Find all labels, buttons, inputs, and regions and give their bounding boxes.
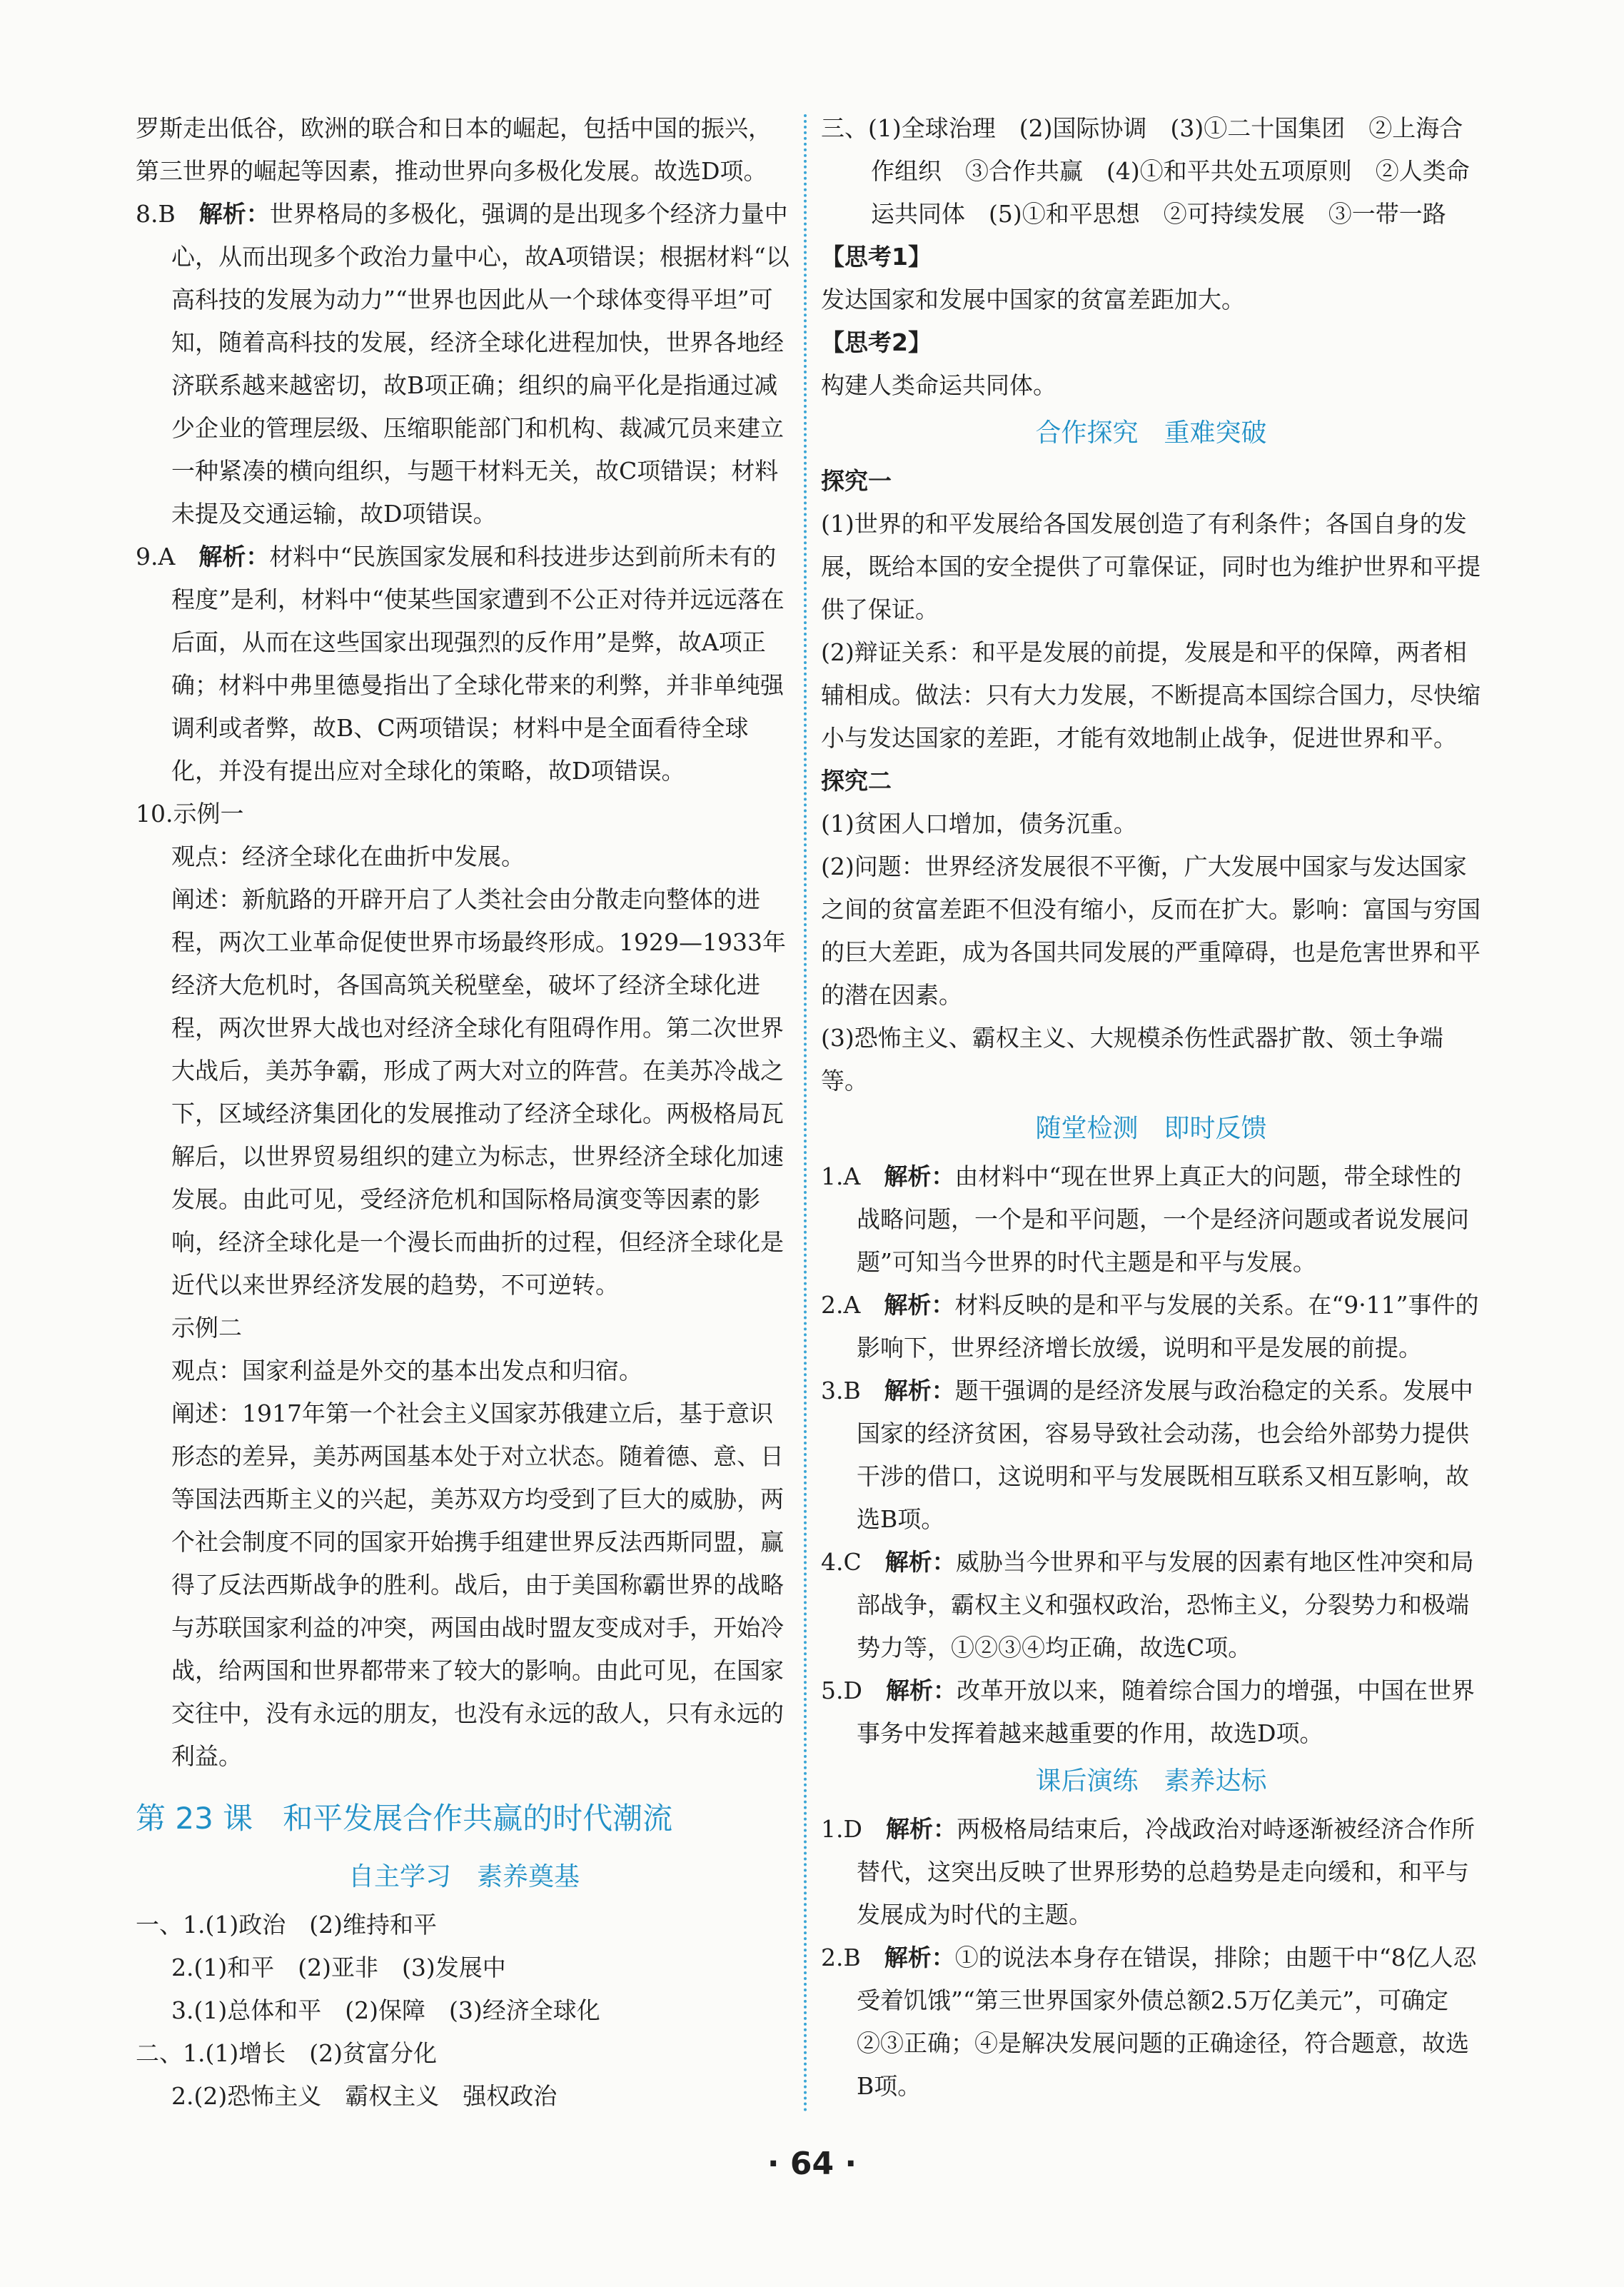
check-answer-5-text: 改革开放以来，随着综合国力的增强，中国在世界事务中发挥着越来越重要的作用，故选D项。 bbox=[857, 1677, 1475, 1747]
check-answer-5-label: 解析： bbox=[885, 1677, 957, 1704]
check-answer-3 bbox=[821, 1369, 1481, 1541]
think2-label: 【思考2】 bbox=[821, 328, 932, 356]
self-study-line-3: 3.(1)总体和平 (2)保障 (3)经济全球化 bbox=[171, 1996, 600, 2024]
after-answer-1-text: 两极格局结束后，冷战政治对峙逐渐被经济合作所替代，这突出反映了世界形势的总趋势是走向缓和，和平与发展成为时代的主题。 bbox=[857, 1815, 1475, 1929]
answer-9 bbox=[136, 536, 792, 793]
check-answer-3-num: 3.B bbox=[821, 1377, 861, 1404]
check-answer-5-num: 5.D bbox=[821, 1677, 862, 1704]
example2-text: 阐述：1917年第一个社会主义国家苏俄建立后，基于意识形态的差异，美苏两国基本处于对立状态。随着德、意、日等国法西斯主义的兴起，美苏双方均受到了巨大的威胁，两个社会制度不同的国家开始携手组建世界反法西斯同盟，赢得了反法西斯战争的胜利。战后，由于美国称霸世界的战略与苏联国家利益的冲突，两国由战时盟友变成对手，开始冷战，给两国和世界都带来了较大的影响。由此可见，在国家交往中，没有永远的朋友，也没有永远的敌人，只有永远的利益。 bbox=[171, 1399, 784, 1770]
cooperation-heading: 合作探究 重难突破 bbox=[1035, 418, 1267, 448]
check-answer-1-label: 解析： bbox=[884, 1162, 955, 1190]
after-answer-1-num: 1.D bbox=[821, 1815, 862, 1843]
answer-8 bbox=[136, 193, 792, 536]
answer-8-label: 解析： bbox=[198, 200, 270, 228]
explore2-item-1: (1)贫困人口增加，债务沉重。 bbox=[821, 810, 1137, 838]
answer-9-label: 解析： bbox=[198, 543, 270, 571]
section3-answers: 三、(1)全球治理 (2)国际协调 (3)①二十国集团 ②上海合作组织 ③合作共赢 (4)①和平共处五项原则 ②人类命运共同体 (5)①和平思想 ②可持续发展 ③一带一路 bbox=[821, 114, 1470, 228]
answer-9-text: 材料中“民族国家发展和科技进步达到前所未有的程度”是利，材料中“使某些国家遭到不公正对待并远远落在后面，从而在这些国家出现强烈的反作用”是弊，故A项正确；材料中弗里德曼指出了全球化带来的利弊，并非单纯强调利或者弊，故B、C两项错误；材料中是全面看待全球化，并没有提出应对全球化的策略，故D项错误。 bbox=[171, 543, 785, 785]
lesson-title: 第 23 课 和平发展合作共赢的时代潮流 bbox=[136, 1801, 673, 1836]
explore1-item-2: (2)辩证关系：和平是发展的前提，发展是和平的保障，两者相辅相成。做法：只有大力发展，不断提高本国综合国力，尽快缩小与发达国家的差距，才能有效地制止战争，促进世界和平。 bbox=[821, 638, 1481, 752]
check-answer-4-text: 威胁当今世界和平与发展的因素有地区性冲突和局部战争，霸权主义和强权政治，恐怖主义，分裂势力和极端势力等，①②③④均正确，故选C项。 bbox=[857, 1548, 1474, 1662]
right-column bbox=[821, 107, 1481, 2108]
answer-10-heading: 10.示例一 bbox=[136, 800, 244, 828]
left-column bbox=[136, 107, 792, 2118]
answer-8-num: 8.B bbox=[136, 200, 176, 228]
self-study-line-2: 2.(1)和平 (2)亚非 (3)发展中 bbox=[171, 1954, 506, 1981]
example2-view: 观点：国家利益是外交的基本出发点和归宿。 bbox=[171, 1357, 642, 1384]
self-study-heading: 自主学习 素养奠基 bbox=[348, 1862, 580, 1891]
think1-label: 【思考1】 bbox=[821, 243, 932, 271]
intro-text: 罗斯走出低谷，欧洲的联合和日本的崛起，包括中国的振兴，第三世界的崛起等因素，推动世界向多极化发展。故选D项。 bbox=[136, 114, 772, 185]
after-answer-1-label: 解析： bbox=[885, 1815, 957, 1843]
think1-text: 发达国家和发展中国家的贫富差距加大。 bbox=[821, 286, 1245, 313]
after-answer-2-label: 解析： bbox=[884, 1944, 955, 1971]
check-answer-2-num: 2.A bbox=[821, 1291, 861, 1319]
check-answer-2 bbox=[821, 1284, 1481, 1369]
self-study-line-4: 二、1.(1)增长 (2)贫富分化 bbox=[136, 2039, 437, 2067]
example1-view: 观点：经济全球化在曲折中发展。 bbox=[171, 843, 525, 870]
after-answer-2-text: ①的说法本身存在错误，排除；由题干中“8亿人忍受着饥饿”“第三世界国家外债总额2.5万亿美元”，可确定②③正确；④是解决发展问题的正确途径，符合题意，故选B项。 bbox=[857, 1944, 1477, 2100]
check-answer-4-num: 4.C bbox=[821, 1548, 862, 1576]
explore2-item-3: (3)恐怖主义、霸权主义、大规模杀伤性武器扩散、领土争端等。 bbox=[821, 1024, 1443, 1095]
after-answer-1 bbox=[821, 1808, 1481, 1936]
example1-text: 阐述：新航路的开辟开启了人类社会由分散走向整体的进程，两次工业革命促使世界市场最终形成。1929—1933年经济大危机时，各国高筑关税壁垒，破坏了经济全球化进程，两次世界大战也对经济全球化有阻碍作用。第二次世界大战后，美苏争霸，形成了两大对立的阵营。在美苏冷战之下，区域经济集团化的发展推动了经济全球化。两极格局瓦解后，以世界贸易组织的建立为标志，世界经济全球化加速发展。由此可见，受经济危机和国际格局演变等因素的影响，经济全球化是一个漫长而曲折的过程，但经济全球化是近代以来世界经济发展的趋势，不可逆转。 bbox=[171, 885, 786, 1299]
after-answer-2 bbox=[821, 1936, 1481, 2108]
self-study-line-1: 一、1.(1)政治 (2)维持和平 bbox=[136, 1911, 437, 1939]
check-answer-1-num: 1.A bbox=[821, 1162, 861, 1190]
explore1-item-1: (1)世界的和平发展给各国发展创造了有利条件；各国自身的发展，既给本国的安全提供了可靠保证，同时也为维护世界和平提供了保证。 bbox=[821, 510, 1481, 623]
think2-text: 构建人类命运共同体。 bbox=[821, 371, 1056, 399]
check-heading: 随堂检测 即时反馈 bbox=[1035, 1114, 1267, 1143]
check-answer-1-text: 由材料中“现在世界上真正大的问题，带全球性的战略问题，一个是和平问题，一个是经济问题或者说发展问题”可知当今世界的时代主题是和平与发展。 bbox=[857, 1162, 1469, 1276]
explore2-heading: 探究二 bbox=[821, 767, 892, 795]
page-number: · 64 · bbox=[767, 2146, 857, 2182]
check-answer-2-label: 解析： bbox=[884, 1291, 955, 1319]
check-answer-3-text: 题干强调的是经济发展与政治稳定的关系。发展中国家的经济贫困，容易导致社会动荡，也会给外部势力提供干涉的借口，这说明和平与发展既相互联系又相互影响，故选B项。 bbox=[857, 1377, 1473, 1533]
column-divider bbox=[804, 114, 807, 2113]
after-class-heading: 课后演练 素养达标 bbox=[1035, 1766, 1267, 1796]
explore1-heading: 探究一 bbox=[821, 467, 892, 495]
answer-8-text: 世界格局的多极化，强调的是出现多个经济力量中心，从而出现多个政治力量中心，故A项错误；根据材料“以高科技的发展为动力”“世界也因此从一个球体变得平坦”可知，随着高科技的发展，经济全球化进程加快，世界各地经济联系越来越密切，故B项正确；组织的扁平化是指通过减少企业的管理层级、压缩职能部门和机构、裁减冗员来建立一种紧凑的横向组织，与题干材料无关，故C项错误；材料未提及交通运输，故D项错误。 bbox=[171, 200, 790, 528]
check-answer-4 bbox=[821, 1541, 1481, 1669]
after-answer-2-num: 2.B bbox=[821, 1944, 861, 1971]
self-study-line-5: 2.(2)恐怖主义 霸权主义 强权政治 bbox=[171, 2082, 558, 2110]
answer-9-num: 9.A bbox=[136, 543, 176, 571]
check-answer-4-label: 解析： bbox=[884, 1548, 956, 1576]
check-answer-2-text: 材料反映的是和平与发展的关系。在“9·11”事件的影响下，世界经济增长放缓，说明和平是发展的前提。 bbox=[857, 1291, 1479, 1362]
example2-heading: 示例二 bbox=[171, 1314, 242, 1342]
check-answer-3-label: 解析： bbox=[884, 1377, 955, 1404]
check-answer-1 bbox=[821, 1155, 1481, 1284]
check-answer-5 bbox=[821, 1669, 1481, 1755]
explore2-item-2: (2)问题：世界经济发展很不平衡，广大发展中国家与发达国家之间的贫富差距不但没有缩小，反而在扩大。影响：富国与穷国的巨大差距，成为各国共同发展的严重障碍，也是危害世界和平的潜在因素。 bbox=[821, 853, 1481, 1009]
